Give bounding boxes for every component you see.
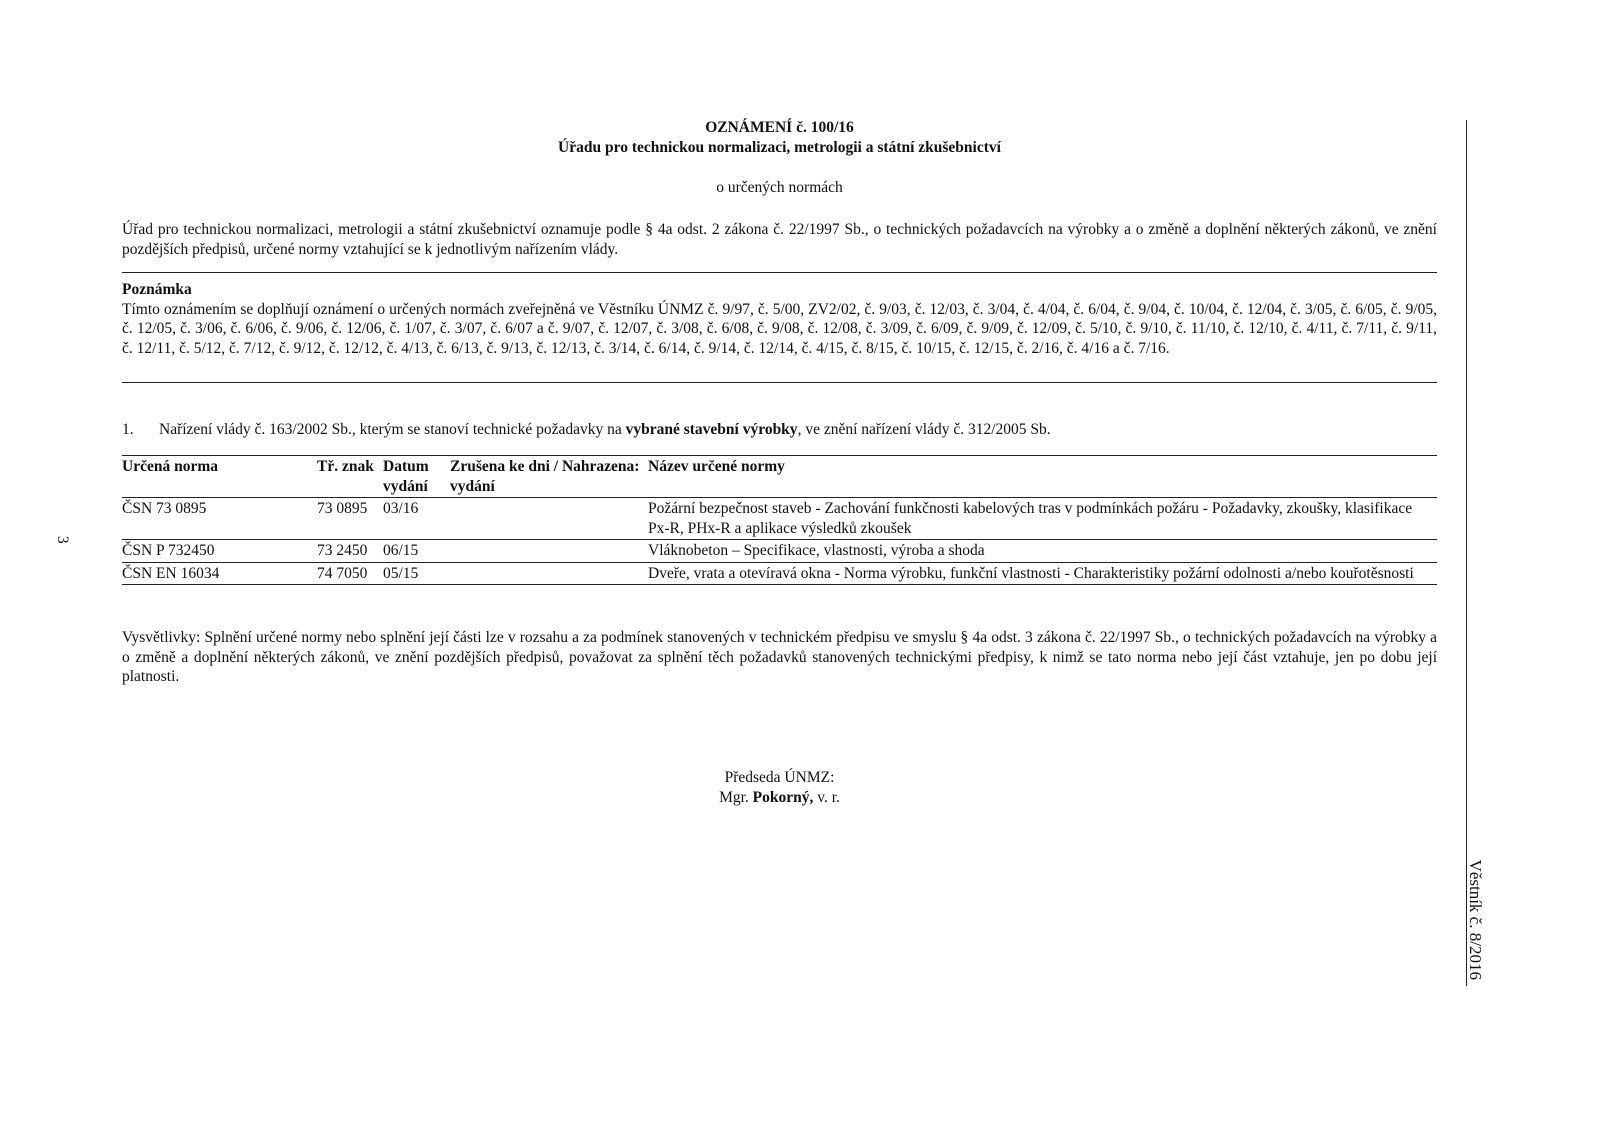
- col-header: Tř. znak: [317, 456, 383, 498]
- table-cell: 05/15: [383, 562, 450, 585]
- col-header: Zrušena ke dni / Nahrazena: vydání: [450, 456, 648, 498]
- table-row: [122, 540, 1437, 563]
- item-text-bold: vybrané stavební výrobky: [625, 421, 798, 438]
- table-row: [122, 498, 1437, 540]
- table-row: [122, 562, 1437, 585]
- intro-paragraph: Úřad pro technickou normalizaci, metrologii a státní zkušebnictví oznamuje podle § 4a odst. 2 zákona č. 22/1997 Sb., o technických požadavcích na výrobky a o změně a doplnění některých zákonů, ve znění pozdějších předpisů, určené normy vztahující se k jednotlivým nařízením vlády.: [122, 221, 1437, 258]
- table-cell: 74 7050: [317, 562, 383, 585]
- col-header: Název určené normy: [648, 456, 1437, 498]
- signature-name: Mgr. Pokorný, v. r.: [719, 788, 840, 806]
- item-text-end: , ve znění nařízení vlády č. 312/2005 Sb.: [797, 421, 1051, 438]
- page-number: 3: [53, 535, 71, 544]
- subject: o určených normách: [716, 179, 843, 196]
- table-header-row: [122, 456, 1437, 498]
- table-cell: [450, 498, 648, 540]
- table-cell: ČSN EN 16034: [122, 562, 317, 585]
- table-cell: 03/16: [383, 498, 450, 540]
- note-text: Tímto oznámením se doplňují oznámení o určených normách zveřejněná ve Věstníku ÚNMZ č. 9/97, č. 5/00, ZV2/02, č. 9/03, č. 12/03, č. 3/04, č. 4/04, č. 6/04, č. 9/04, č. 10/04, č. 12/04, č. 3/05, č. 6/05, č. 9/05, č. 12/05, č. 3/06, č. 6/06, č. 9/06, č. 12/06, č. 1/07, č. 3/07, č. 6/07 a č. 9/07, č. 12/07, č. 3/08, č. 6/08, č. 9/08, č. 12/08, č. 3/09, č. 6/09, č. 9/09, č. 12/09, č. 5/10, č. 9/10, č. 11/10, č. 12/10, č. 4/11, č. 7/11, č. 9/11, č. 12/11, č. 5/12, č. 7/12, č. 9/12, č. 12/12, č. 4/13, č. 6/13, č. 9/13, č. 12/13, č. 3/14, č. 6/14, č. 9/14, č. 12/14, č. 4/15, č. 8/15, č. 10/15, č. 12/15, č. 2/16, č. 4/16 a č. 7/16.: [122, 300, 1437, 357]
- announcement-title: OZNÁMENÍ č. 100/16: [705, 119, 854, 136]
- note: [122, 280, 1437, 358]
- note-heading: Poznámka: [122, 281, 192, 298]
- divider: [122, 272, 1437, 273]
- col-header: Datum vydání: [383, 456, 450, 498]
- table-cell: 73 0895: [317, 498, 383, 540]
- regulation-item: [122, 420, 1437, 440]
- explanation: Vysvětlivky: Splnění určené normy nebo splnění její části lze v rozsahu a za podmínek stanovených v technickém předpisu ve smyslu § 4a odst. 3 zákona č. 22/1997 Sb., o technických požadavcích na výrobky a o změně a doplnění některých zákonů, ve znění pozdějších předpisů, považovat za splnění těch požadavků stanovených technickými předpisy, k nimž se tato norma nebo její část vztahuje, jen po dobu její platnosti.: [122, 629, 1437, 685]
- table-cell: Vláknobeton – Specifikace, vlastnosti, výroba a shoda: [648, 540, 1437, 563]
- divider: [122, 382, 1437, 383]
- signature: [122, 768, 1437, 807]
- col-header: Určená norma: [122, 456, 317, 498]
- standards-table: [122, 455, 1437, 585]
- table-cell: [450, 540, 648, 563]
- table-cell: ČSN P 732450: [122, 540, 317, 563]
- table-cell: 73 2450: [317, 540, 383, 563]
- item-text: Nařízení vlády č. 163/2002 Sb., kterým se stanoví technické požadavky na: [159, 421, 626, 438]
- table-cell: ČSN 73 0895: [122, 498, 317, 540]
- item-number: 1.: [122, 421, 134, 438]
- table-cell: Požární bezpečnost staveb - Zachování funkčnosti kabelových tras v podmínkách požáru - Požadavky, zkoušky, klasifikace Px-R, PHx-R a aplikace výsledků zkoušek: [648, 498, 1437, 540]
- issuer: Úřadu pro technickou normalizaci, metrologii a státní zkušebnictví: [558, 139, 1001, 156]
- signature-role: Předseda ÚNMZ:: [724, 769, 835, 786]
- table-cell: [450, 562, 648, 585]
- table-cell: Dveře, vrata a otevíravá okna - Norma výrobku, funkční vlastnosti - Charakteristiky požární odolnosti a/nebo kouřotěsnosti: [648, 562, 1437, 585]
- table-cell: 06/15: [383, 540, 450, 563]
- journal-label: Věstník č. 8/2016: [1465, 859, 1485, 980]
